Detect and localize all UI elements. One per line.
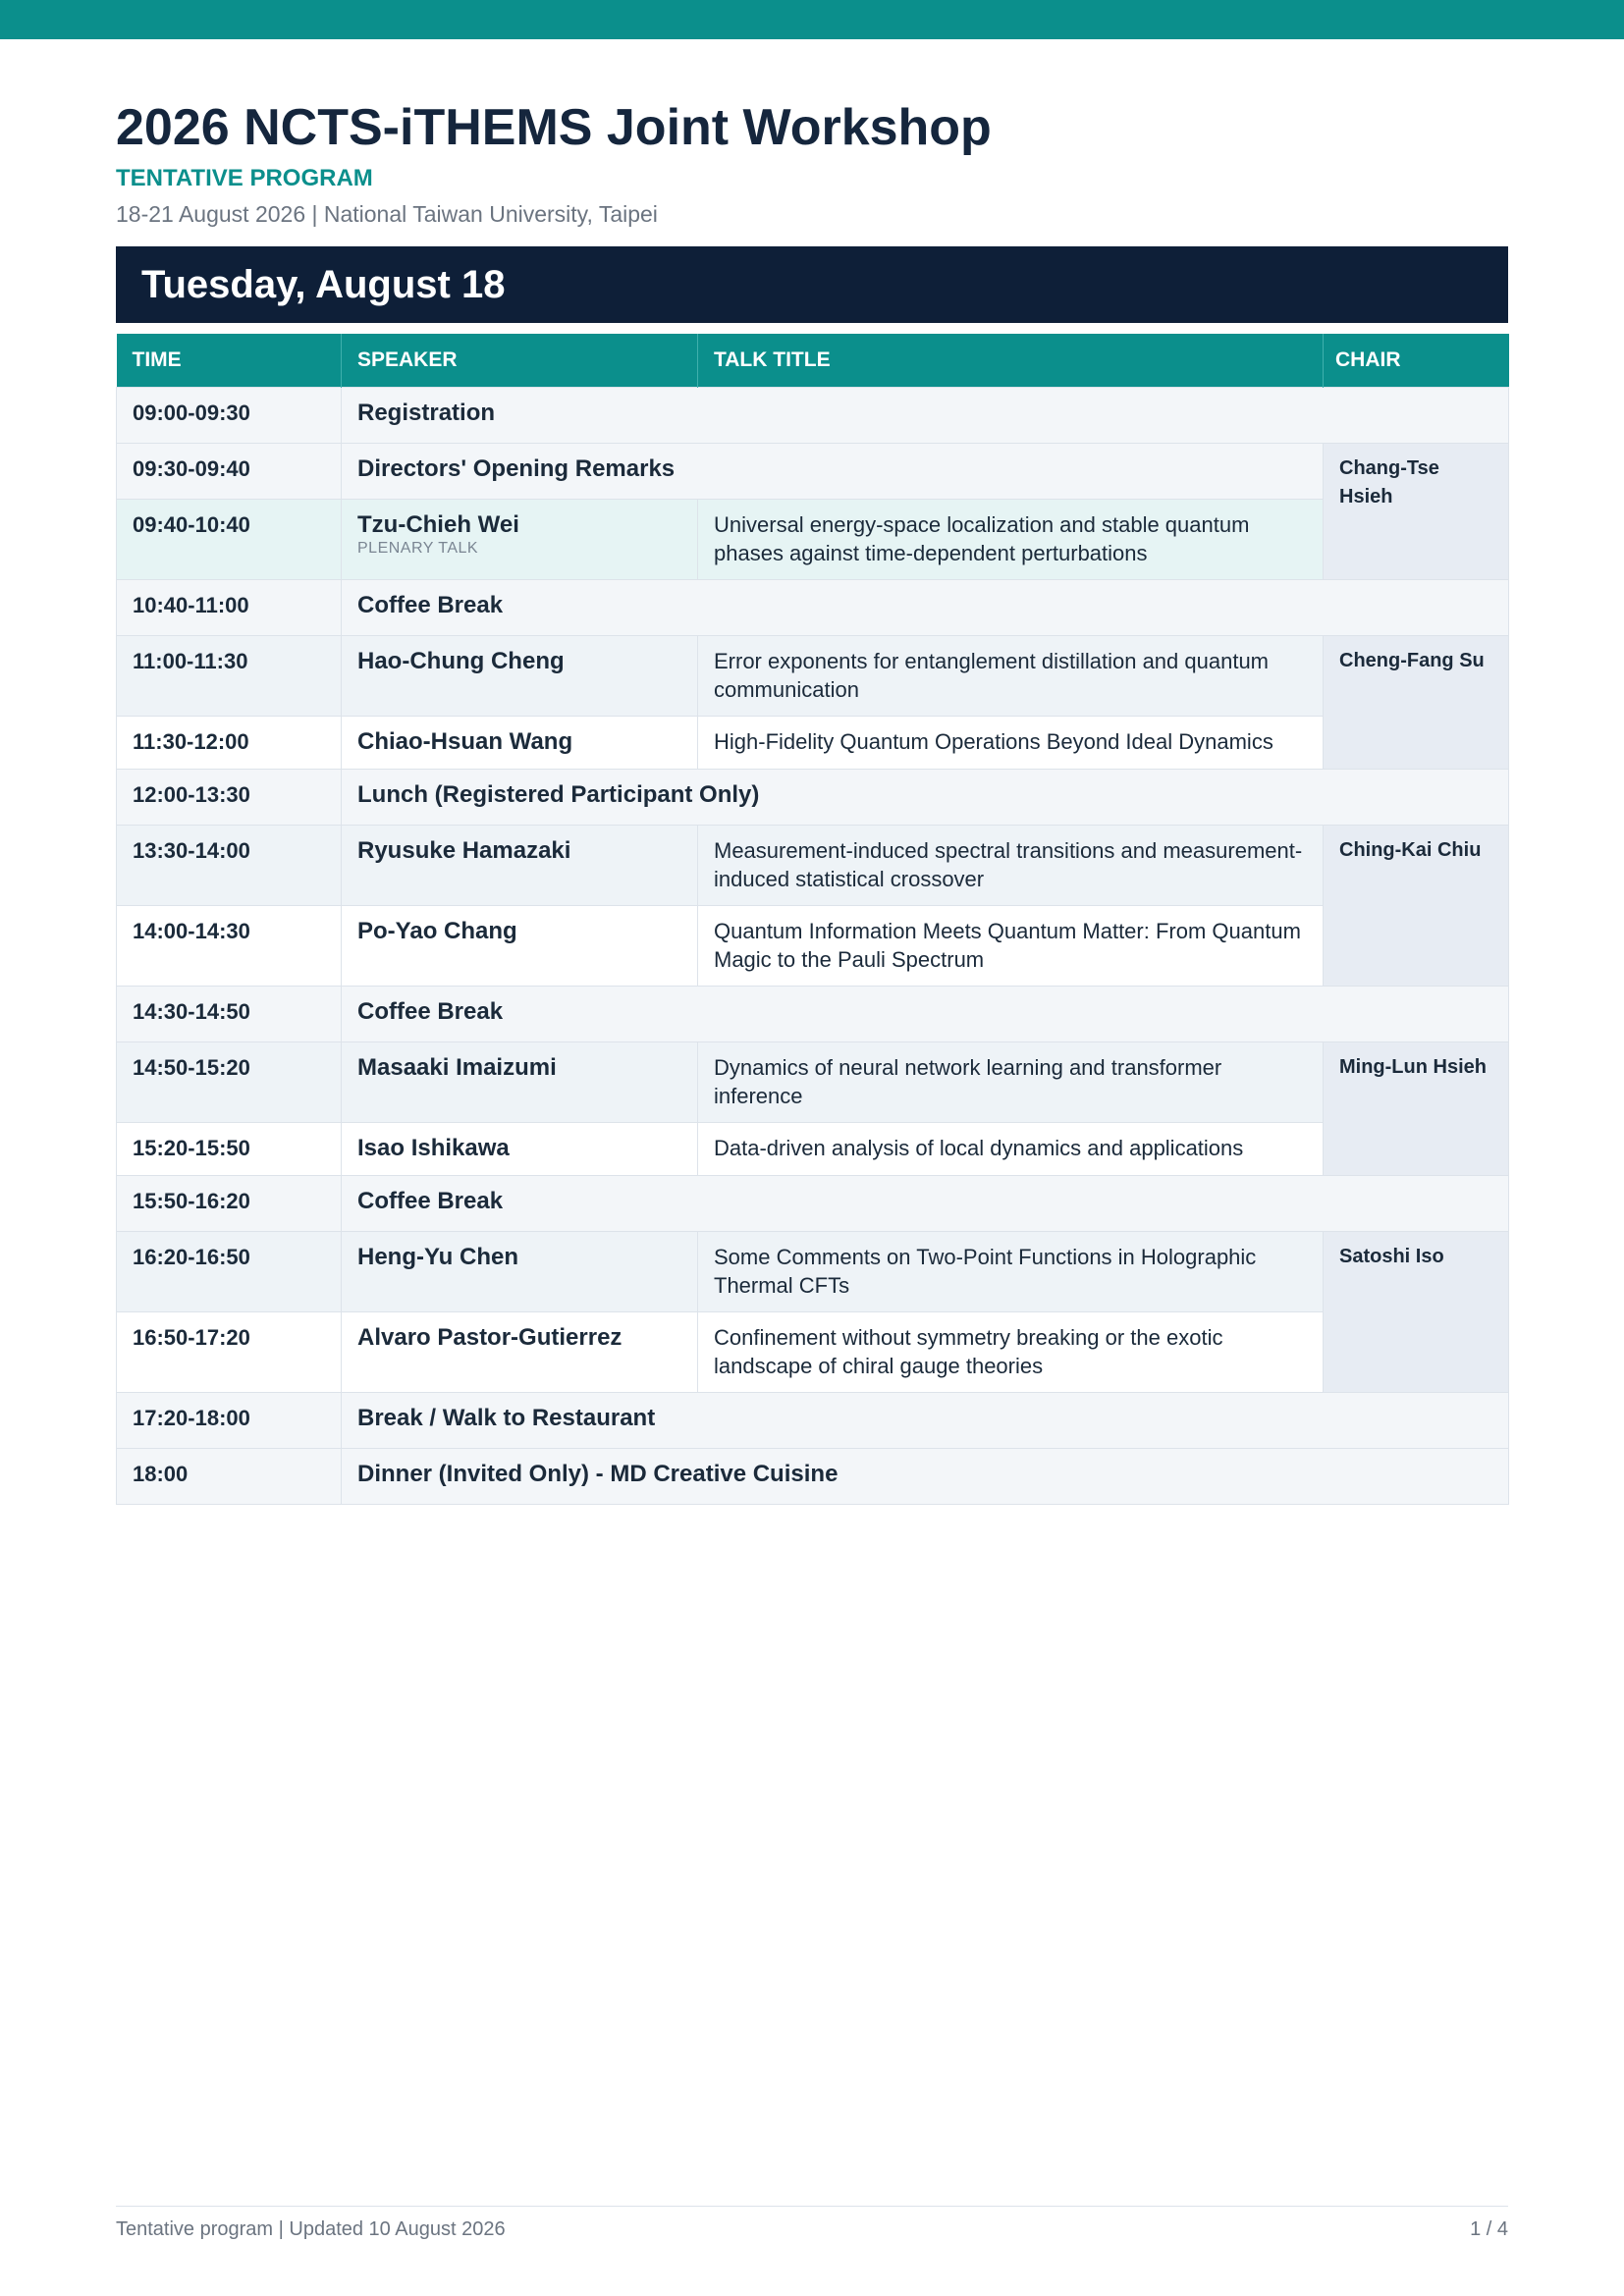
header-time: TIME bbox=[117, 334, 342, 387]
speaker-cell bbox=[342, 635, 698, 716]
speaker-cell bbox=[342, 1122, 698, 1175]
program-subtitle: TENTATIVE PROGRAM bbox=[116, 165, 373, 191]
talk-title: Confinement without symmetry breaking or the exotic landscape of chiral gauge theories bbox=[698, 1311, 1324, 1392]
table-row bbox=[117, 443, 1509, 499]
header-speaker: SPEAKER bbox=[342, 334, 698, 387]
table-row bbox=[117, 635, 1509, 716]
speaker-cell bbox=[342, 1311, 698, 1392]
table-row bbox=[117, 1311, 1509, 1392]
chair-cell: Chang-Tse Hsieh bbox=[1324, 443, 1509, 579]
row-event: Lunch (Registered Participant Only) bbox=[342, 769, 1509, 825]
row-time: 09:40-10:40 bbox=[117, 499, 342, 579]
table-row bbox=[117, 905, 1509, 986]
speaker-cell bbox=[342, 1041, 698, 1122]
chair-cell: Ming-Lun Hsieh bbox=[1324, 1041, 1509, 1175]
talk-title: Error exponents for entanglement distillation and quantum communication bbox=[698, 635, 1324, 716]
row-time: 14:00-14:30 bbox=[117, 905, 342, 986]
page-title: 2026 NCTS-iTHEMS Joint Workshop bbox=[116, 99, 992, 156]
table-row bbox=[117, 1231, 1509, 1311]
program-table bbox=[116, 334, 1509, 1505]
row-time: 12:00-13:30 bbox=[117, 769, 342, 825]
row-time: 16:20-16:50 bbox=[117, 1231, 342, 1311]
table-row bbox=[117, 1392, 1509, 1448]
speaker-name: Hao-Chung Cheng bbox=[357, 647, 565, 674]
row-time: 14:30-14:50 bbox=[117, 986, 342, 1041]
row-event: Directors' Opening Remarks bbox=[342, 443, 1324, 499]
table-row bbox=[117, 387, 1509, 443]
row-time: 11:30-12:00 bbox=[117, 716, 342, 769]
day-heading: Tuesday, August 18 bbox=[116, 246, 1508, 323]
row-time: 13:30-14:00 bbox=[117, 825, 342, 905]
talk-title: High-Fidelity Quantum Operations Beyond Ideal Dynamics bbox=[698, 716, 1324, 769]
row-time: 10:40-11:00 bbox=[117, 579, 342, 635]
table-row bbox=[117, 716, 1509, 769]
row-time: 17:20-18:00 bbox=[117, 1392, 342, 1448]
table-row bbox=[117, 769, 1509, 825]
event-meta: 18-21 August 2026 | National Taiwan University, Taipei bbox=[116, 201, 658, 227]
header-chair: CHAIR bbox=[1324, 334, 1509, 387]
table-row bbox=[117, 986, 1509, 1041]
speaker-name: Ryusuke Hamazaki bbox=[357, 836, 571, 864]
row-event: Registration bbox=[342, 387, 1509, 443]
plenary-tag: PLENARY TALK bbox=[357, 539, 479, 557]
row-time: 15:50-16:20 bbox=[117, 1175, 342, 1231]
table-row bbox=[117, 1448, 1509, 1504]
row-event: Coffee Break bbox=[342, 1175, 1509, 1231]
row-event: Break / Walk to Restaurant bbox=[342, 1392, 1509, 1448]
table-row bbox=[117, 1041, 1509, 1122]
speaker-cell bbox=[342, 825, 698, 905]
speaker-cell bbox=[342, 499, 698, 579]
speaker-name: Po-Yao Chang bbox=[357, 917, 517, 944]
table-row bbox=[117, 825, 1509, 905]
table-row bbox=[117, 579, 1509, 635]
table-row bbox=[117, 499, 1509, 579]
row-event: Coffee Break bbox=[342, 579, 1509, 635]
talk-title: Data-driven analysis of local dynamics and applications bbox=[698, 1122, 1324, 1175]
row-time: 14:50-15:20 bbox=[117, 1041, 342, 1122]
row-event: Coffee Break bbox=[342, 986, 1509, 1041]
speaker-name: Alvaro Pastor-Gutierrez bbox=[357, 1323, 623, 1351]
footer-note: Tentative program | Updated 10 August 2026 bbox=[116, 2218, 506, 2240]
footer-divider bbox=[116, 2206, 1508, 2207]
chair-cell: Cheng-Fang Su bbox=[1324, 635, 1509, 769]
speaker-cell bbox=[342, 905, 698, 986]
speaker-name: Tzu-Chieh Wei bbox=[357, 510, 519, 538]
talk-title: Quantum Information Meets Quantum Matter: From Quantum Magic to the Pauli Spectrum bbox=[698, 905, 1324, 986]
talk-title: Dynamics of neural network learning and transformer inference bbox=[698, 1041, 1324, 1122]
document-header bbox=[116, 96, 1508, 230]
speaker-name: Masaaki Imaizumi bbox=[357, 1053, 557, 1081]
chair-cell: Ching-Kai Chiu bbox=[1324, 825, 1509, 986]
chair-cell: Satoshi Iso bbox=[1324, 1231, 1509, 1392]
speaker-name: Isao Ishikawa bbox=[357, 1134, 510, 1161]
row-event: Dinner (Invited Only) - MD Creative Cuisine bbox=[342, 1448, 1509, 1504]
row-time: 09:30-09:40 bbox=[117, 443, 342, 499]
talk-title: Measurement-induced spectral transitions and measurement-induced statistical crossover bbox=[698, 825, 1324, 905]
table-header-row bbox=[117, 334, 1509, 387]
page-number: 1 / 4 bbox=[1470, 2218, 1508, 2240]
top-accent-bar bbox=[0, 0, 1624, 39]
talk-title: Universal energy-space localization and stable quantum phases against time-dependent perturbations bbox=[698, 499, 1324, 579]
row-time: 18:00 bbox=[117, 1448, 342, 1504]
speaker-cell bbox=[342, 716, 698, 769]
row-time: 09:00-09:30 bbox=[117, 387, 342, 443]
row-time: 11:00-11:30 bbox=[117, 635, 342, 716]
header-talk-title: TALK TITLE bbox=[698, 334, 1324, 387]
speaker-name: Heng-Yu Chen bbox=[357, 1243, 519, 1270]
speaker-name: Chiao-Hsuan Wang bbox=[357, 727, 573, 755]
row-time: 15:20-15:50 bbox=[117, 1122, 342, 1175]
speaker-cell bbox=[342, 1231, 698, 1311]
row-time: 16:50-17:20 bbox=[117, 1311, 342, 1392]
talk-title: Some Comments on Two-Point Functions in Holographic Thermal CFTs bbox=[698, 1231, 1324, 1311]
table-row bbox=[117, 1175, 1509, 1231]
table-row bbox=[117, 1122, 1509, 1175]
